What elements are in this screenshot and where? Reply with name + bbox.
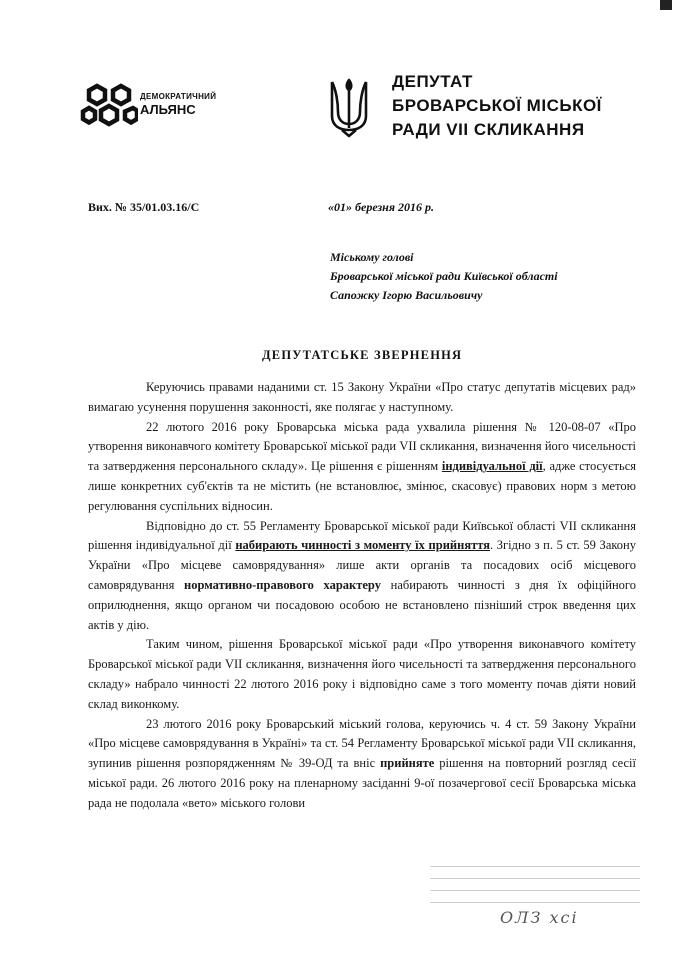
- addressee-line: Броварської міської ради Київської області: [330, 269, 558, 283]
- document-body: [88, 378, 636, 814]
- stamp-lines: [430, 866, 640, 903]
- deputy-title-line: ДЕПУТАТ: [392, 72, 473, 91]
- trident-icon: [326, 76, 372, 140]
- paragraph-text: , адже стосується лише конкретних суб'єктів та не містить (не встановлює, змінює, скасовує) правових норм з метою регулювання суспільних відносин.: [88, 459, 636, 513]
- document-title: ДЕПУТАТСЬКЕ ЗВЕРНЕННЯ: [262, 348, 463, 362]
- letter-date: «01» березня 2016 р.: [328, 200, 435, 214]
- paragraph-text: . Згідно з п. 5 ст. 59 Закону України «Про місцеве самоврядування» лише акти органів та посадових осіб місцевого самоврядування: [88, 538, 636, 592]
- deputy-title: [392, 70, 602, 142]
- paragraph-text: рішення на повторний розгляд сесії міської ради. 26 лютого 2016 року на пленарному засіданні 9-ої позачергової сесії Броварська міська рада не подолала «вето» міського голови: [88, 756, 636, 810]
- paragraph-1: [88, 378, 636, 418]
- paragraph-text: 22 лютого 2016 року Броварська міська рада ухвалила рішення № 120-08-07 «Про утворення виконавчого комітету Броварської міської ради VII скликання, визначення його чисельності та затвердження персонального складу». Це рішення є рішенням: [88, 419, 636, 474]
- paragraph-text: Відповідно до ст. 55 Регламенту Броварської міської ради Київської області VII скликання рішення індивідуальної дії: [88, 518, 636, 553]
- logo-text: [140, 92, 216, 117]
- hexagon-cluster-icon: [80, 82, 138, 134]
- scan-corner-mark: [660, 0, 672, 10]
- emphasis-normative: нормативно-правового характеру: [184, 577, 381, 592]
- emphasis-individual-act: індивідуальної дії: [441, 459, 543, 474]
- paragraph-4: [88, 635, 636, 714]
- letterhead: [0, 60, 679, 150]
- deputy-title-line: БРОВАРСЬКОЇ МІСЬКОЇ: [392, 96, 602, 115]
- emphasis-adopted: прийняте: [380, 756, 435, 771]
- paragraph-2: [88, 418, 636, 517]
- paragraph-text: 23 лютого 2016 року Броварський міський голова, керуючись ч. 4 ст. 59 Закону України «Про місцеве самоврядування в Україні» та ст. 54 Регламенту Броварської міської ради VII скликання, зупинив рішення розпорядженням № 39-ОД та вніс: [88, 716, 636, 771]
- party-logo: [80, 82, 240, 142]
- paragraph-5: [88, 715, 636, 814]
- addressee-line: Сапожку Ігорю Васильовичу: [330, 288, 483, 302]
- paragraph-text: Керуючись правами наданими ст. 15 Закону України «Про статус депутатів місцевих рад» вимагаю усунення порушення законності, яке полягає у наступному.: [88, 380, 636, 414]
- paragraph-text: Таким чином, рішення Броварської міської ради «Про утворення виконавчого комітету Броварської міської ради VII скликання, визначення його чисельності та затвердження персонального складу» набрало чинності 22 лютого 2016 року і відповідно саме з того моменту почав діяти новий склад виконкому.: [88, 637, 636, 711]
- emphasis-takes-effect: набирають чинності з моменту їх прийняття: [235, 538, 490, 553]
- logo-line2: АЛЬЯНС: [140, 102, 196, 117]
- logo-line1: ДЕМОКРАТИЧНИЙ: [140, 92, 217, 101]
- addressee-line: Міському голові: [330, 250, 414, 264]
- addressee-block: [330, 248, 558, 305]
- deputy-title-line: РАДИ VII СКЛИКАННЯ: [392, 120, 585, 139]
- paragraph-text: набирають чинності з дня їх офіційного оприлюднення, якщо органом чи посадовою особою не встановлено пізніший строк введення цих актів у дію.: [88, 577, 636, 632]
- outgoing-number: Вих. № 35/01.03.16/С: [88, 200, 200, 214]
- paragraph-3: [88, 517, 636, 636]
- signature: ОЛЗ хсі: [500, 908, 579, 927]
